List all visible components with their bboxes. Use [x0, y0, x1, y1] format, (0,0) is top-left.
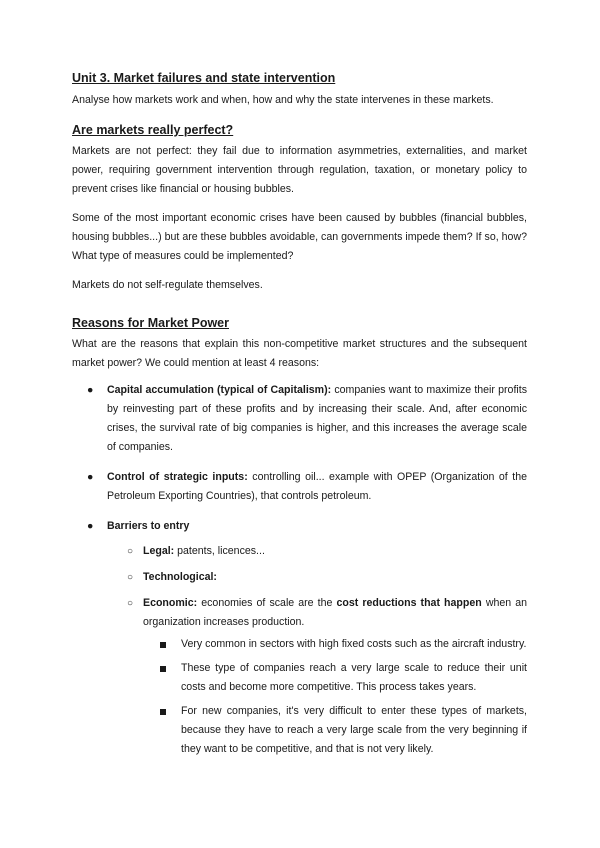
sub-sublist-item — [143, 702, 527, 759]
reasons-list — [72, 381, 527, 759]
bullet-icon: ● — [87, 520, 94, 532]
list-item — [72, 381, 527, 457]
paragraph-reasons-intro: What are the reasons that explain this non-competitive market structures and the subsequent market power? We could mention at least 4 reasons: — [72, 338, 527, 369]
unit-intro: Analyse how markets work and when, how and why the state intervenes in these markets. — [72, 94, 494, 106]
sub-sublist-item-text: These type of companies reach a very large scale to reduce their unit costs and become more competitive. This process takes years. — [181, 662, 527, 693]
sublist-item-bold: Economic: — [143, 597, 198, 609]
sub-sublist-item-text: Very common in sectors with high fixed costs such as the aircraft industry. — [181, 638, 527, 650]
bullet-icon: ● — [87, 384, 94, 396]
sublist-item-text: economies of scale are the — [197, 597, 337, 609]
list-item-bold: Capital accumulation (typical of Capitalism): — [107, 384, 332, 396]
list-item-bold: Barriers to entry — [107, 520, 190, 532]
section-heading-market-power: Reasons for Market Power — [72, 316, 229, 330]
list-item-text: controlling oil... example with OPEP (Organization of the Petroleum Exporting Countries), that controls petroleum. — [107, 471, 528, 502]
sublist-item — [107, 594, 527, 759]
sub-sublist-item — [143, 635, 527, 654]
circle-bullet-icon: ○ — [127, 546, 134, 557]
sub-sublist-item — [143, 659, 527, 697]
bullet-icon: ● — [87, 471, 94, 483]
sublist-item-bold: Technological: — [143, 571, 217, 583]
circle-bullet-icon: ○ — [127, 572, 134, 583]
square-bullet-icon — [160, 642, 166, 648]
list-item — [72, 468, 527, 506]
sublist-item — [107, 542, 527, 561]
list-item-text: companies want to maximize their profits by reinvesting part of these profits and by increasing their scale. And, after economic crises, the survival rate of big companies is higher, and this increases the average scale of companies. — [107, 384, 527, 453]
paragraph-markets-not-perfect: Markets are not perfect: they fail due to information asymmetries, externalities, and market power, requiring government intervention through regulation, taxation, or monetary policy to prevent crises like financial or housing bubbles. — [72, 145, 527, 195]
sub-sublist-item-text: For new companies, it's very difficult to enter these types of markets, because they have to reach a very large scale from the very beginning if they want to be competitive, and that is not very likely. — [181, 705, 527, 755]
document-page — [72, 70, 527, 770]
sublist-item-text: patents, licences... — [174, 545, 265, 557]
sublist-item-bold: Legal: — [143, 545, 175, 557]
square-bullet-icon — [160, 666, 166, 672]
sublist-item-bold-inline: cost reductions that happen — [336, 597, 482, 609]
barriers-sublist — [107, 542, 527, 759]
unit-title: Unit 3. Market failures and state intervention — [72, 71, 336, 85]
list-item — [72, 517, 527, 759]
circle-bullet-icon: ○ — [127, 598, 134, 609]
section-heading-markets-perfect: Are markets really perfect? — [72, 123, 234, 137]
economic-sublist — [143, 635, 527, 759]
square-bullet-icon — [160, 709, 166, 715]
sublist-item-text: when an organization increases production. — [143, 597, 528, 628]
sublist-item — [107, 568, 527, 587]
list-item-bold: Control of strategic inputs: — [107, 471, 248, 483]
paragraph-bubbles: Some of the most important economic crises have been caused by bubbles (financial bubbles, housing bubbles...) but are these bubbles avoidable, can governments impede them? If so, how? What type of measures could be implemented? — [72, 212, 527, 262]
paragraph-self-regulate: Markets do not self-regulate themselves. — [72, 279, 263, 291]
